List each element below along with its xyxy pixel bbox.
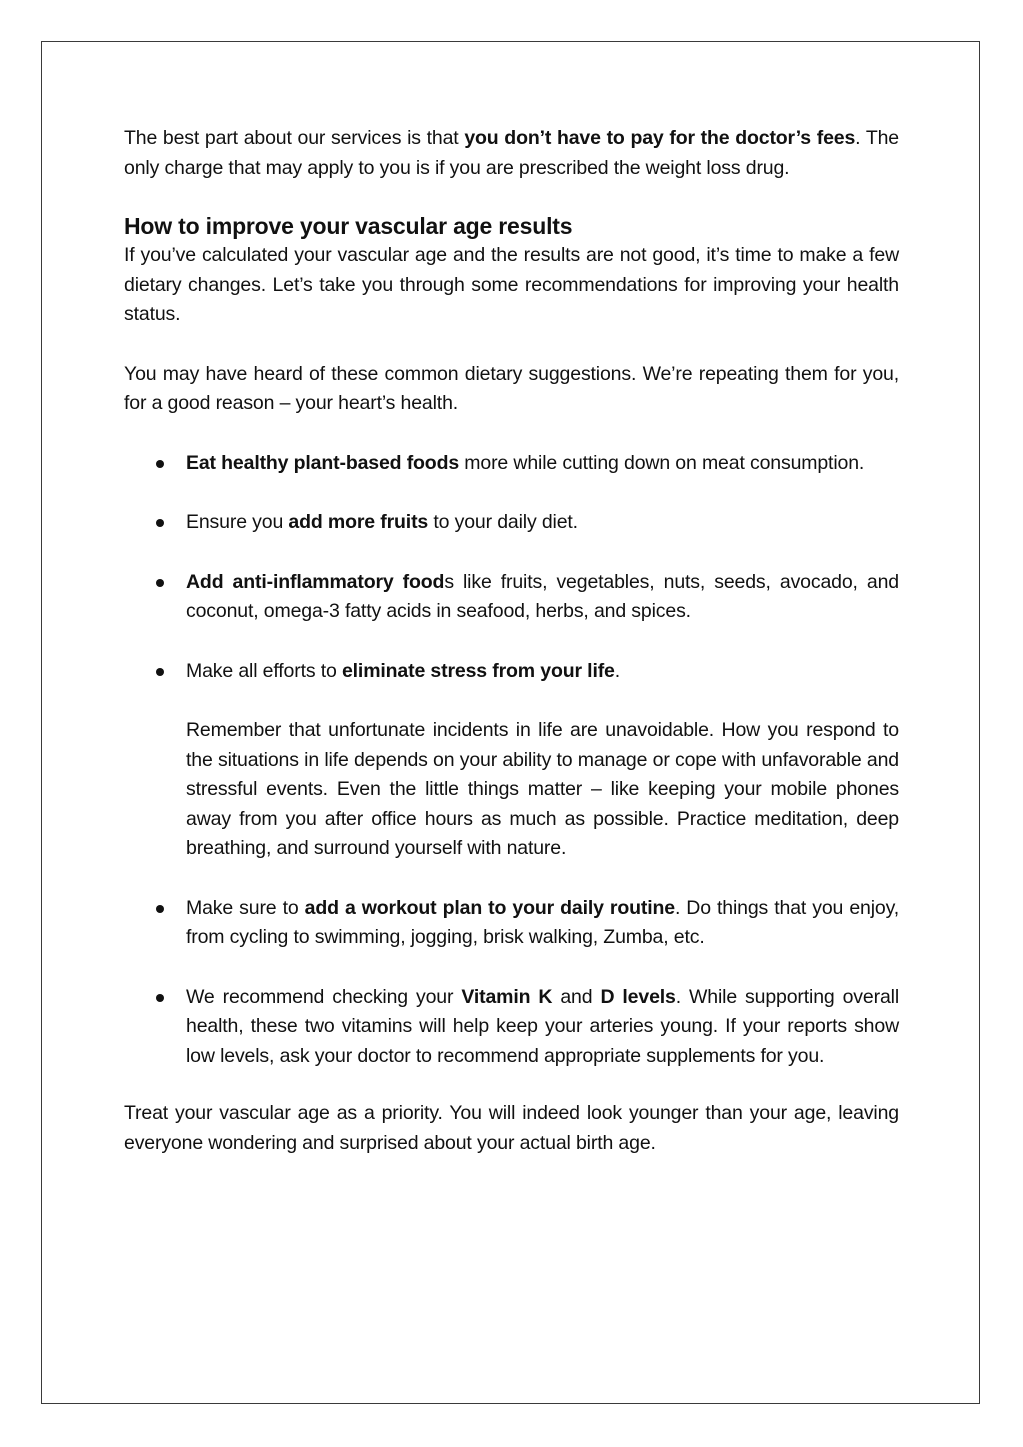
- list-item-text-post: . Do things that you enjoy, from cycling to swimming, jogging, brisk walking, Zumba, etc.: [186, 896, 900, 948]
- section-heading: How to improve your vascular age results: [124, 213, 573, 239]
- list-item: [124, 449, 899, 479]
- list-item-bold: add a workout plan to your daily routine: [304, 896, 675, 919]
- list-item-text-pre: Make all efforts to: [186, 659, 342, 682]
- list-item-text: [186, 657, 899, 687]
- list-item-bold-2: D levels: [600, 985, 676, 1008]
- list-item: [124, 894, 899, 953]
- list-item-bold: eliminate stress from your life: [341, 659, 615, 682]
- list-item: [124, 508, 899, 538]
- list-item-text-post: to your daily diet.: [428, 511, 578, 533]
- bullet-icon: [156, 579, 164, 587]
- list-item-text-post: . While supporting overall health, these two vitamins will help keep your arteries young. If your reports show low levels, ask your doctor to recommend appropriate supplements for you.: [186, 985, 900, 1067]
- closing-paragraph: Treat your vascular age as a priority. You will indeed look younger than your age, leaving everyone wondering and surprised about your actual birth age.: [124, 1102, 899, 1154]
- bullet-icon: [156, 668, 164, 676]
- list-item-text-post: .: [614, 659, 621, 682]
- list-item-text-pre: We recommend checking your: [186, 985, 462, 1008]
- section-paragraph-2: You may have heard of these common dietary suggestions. We’re repeating them for you, for a good reason – your heart’s health.: [124, 362, 899, 414]
- list-item-text-mid: and: [552, 985, 601, 1008]
- list-item-text-pre: Ensure you: [186, 511, 289, 533]
- list-item-bold: Eat healthy plant-based foods: [186, 451, 460, 474]
- intro-text-end: . The only charge that may apply to you is if you are prescribed the weight loss drug.: [124, 127, 899, 179]
- recommendation-list: [124, 449, 899, 1072]
- list-item-text-pre: Make sure to: [186, 896, 305, 919]
- section-paragraph-1: If you’ve calculated your vascular age and the results are not good, it’s time to make a few dietary changes. Let’s take you through some recommendations for improving your health status.: [124, 244, 899, 325]
- list-item-text-post: more while cutting down on meat consumption.: [459, 451, 865, 474]
- list-item-text: [186, 449, 899, 479]
- intro-bold-text: you don’t have to pay for the doctor’s fees: [464, 127, 856, 149]
- document-body: [124, 124, 899, 1158]
- list-item: [124, 568, 899, 627]
- intro-text: The best part about our services is that: [124, 127, 465, 149]
- list-item-text-post: s like fruits, vegetables, nuts, seeds, avocado, and coconut, omega-3 fatty acids in seafood, herbs, and spices.: [186, 570, 899, 622]
- list-item-text: [186, 983, 899, 1072]
- list-item-bold: Add anti-inflammatory food: [186, 570, 445, 593]
- bullet-icon: [156, 994, 164, 1002]
- list-item-text: [186, 568, 899, 627]
- bullet-icon: [156, 519, 164, 527]
- list-item: [124, 657, 899, 864]
- list-item-text: [186, 894, 899, 953]
- list-item-text: [186, 508, 899, 538]
- list-item-bold: Vitamin K: [461, 985, 553, 1008]
- list-item-subparagraph: Remember that unfortunate incidents in life are unavoidable. How you respond to the situations in life depends on your ability to manage or cope with unfavorable and stressful events. Even the little things matter – like keeping your mobile phones away from you after office hours as much as possible. Practice meditation, deep breathing, and surround yourself with nature.: [186, 719, 899, 859]
- list-item-bold: add more fruits: [288, 511, 429, 533]
- bullet-icon: [156, 905, 164, 913]
- intro-paragraph: [124, 124, 899, 183]
- bullet-icon: [156, 460, 164, 468]
- list-item: [124, 983, 899, 1072]
